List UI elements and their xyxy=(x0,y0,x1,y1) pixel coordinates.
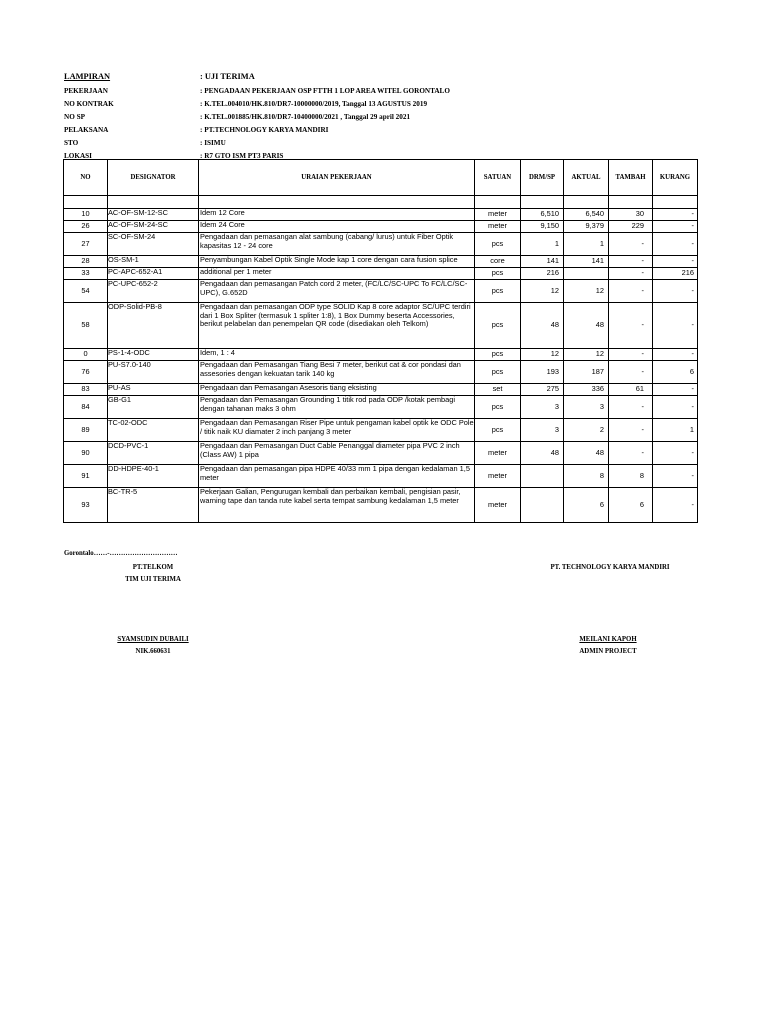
empty-cell xyxy=(521,196,564,209)
row-kurang: - xyxy=(653,349,698,361)
row-description: Penyambungan Kabel Optik Single Mode kap 1 core dengan cara fusion splice xyxy=(199,256,475,268)
table-body xyxy=(64,196,698,523)
row-designator: AC-OF-SM-24-SC xyxy=(108,221,199,233)
row-aktual: 187 xyxy=(564,361,609,384)
header-row-pekerjaan xyxy=(64,84,704,97)
work-items-table xyxy=(63,159,698,523)
row-unit: pcs xyxy=(475,303,521,349)
row-unit: pcs xyxy=(475,419,521,442)
row-description: Idem 12 Core xyxy=(199,209,475,221)
row-kurang: - xyxy=(653,303,698,349)
row-no: 93 xyxy=(64,488,108,523)
row-tambah: 8 xyxy=(609,465,653,488)
row-designator: TC-02-ODC xyxy=(108,419,199,442)
empty-cell xyxy=(64,196,108,209)
row-unit: pcs xyxy=(475,349,521,361)
row-no: 10 xyxy=(64,209,108,221)
row-no: 84 xyxy=(64,396,108,419)
contractor-org: PT. TECHNOLOGY KARYA MANDIRI xyxy=(550,564,670,571)
table-header-row xyxy=(64,160,698,196)
row-description: Pekerjaan Galian, Pengurugan kembali dan perbaikan kembali, pengisian pasir, warning tape dan tanda rute kabel serta tempat sambung kedalaman 1,5 meter xyxy=(199,488,475,523)
row-aktual: 48 xyxy=(564,442,609,465)
row-designator: PU-S7.0-140 xyxy=(108,361,199,384)
row-tambah: - xyxy=(609,280,653,303)
row-tambah: - xyxy=(609,349,653,361)
row-aktual: 141 xyxy=(564,256,609,268)
row-unit: pcs xyxy=(475,361,521,384)
empty-cell xyxy=(199,196,475,209)
header-value: : PT.TECHNOLOGY KARYA MANDIRI xyxy=(200,125,329,134)
row-drm-sp: 12 xyxy=(521,280,564,303)
row-aktual: 48 xyxy=(564,303,609,349)
row-aktual: 2 xyxy=(564,419,609,442)
table-row xyxy=(64,384,698,396)
header-row-no-sp xyxy=(64,110,704,123)
table-row xyxy=(64,233,698,256)
telkom-signatory-nik: NIK.660631 xyxy=(135,648,171,655)
header-key: NO SP xyxy=(64,112,85,121)
row-kurang: - xyxy=(653,256,698,268)
col-header-uraian: URAIAN PEKERJAAN xyxy=(199,160,475,196)
row-designator: OS-SM-1 xyxy=(108,256,199,268)
row-aktual: 336 xyxy=(564,384,609,396)
row-no: 76 xyxy=(64,361,108,384)
row-no: 90 xyxy=(64,442,108,465)
header-value: : UJI TERIMA xyxy=(200,71,255,81)
row-drm-sp: 3 xyxy=(521,419,564,442)
header-value: : PENGADAAN PEKERJAAN OSP FTTH 1 LOP AREA WITEL GORONTALO xyxy=(200,86,450,95)
row-tambah: - xyxy=(609,442,653,465)
row-description: Pengadaan dan pemasangan ODP type SOLID Kap 8 core adaptor SC/UPC terdiri dari 1 Box Spliter (termasuk 1 spliter 1:8), 1 Box Dummy beserta Accessories, berikut pelabelan dan penempelan QR code (disediakan oleh Telkom) xyxy=(199,303,475,349)
table-row xyxy=(64,488,698,523)
row-designator: PU-AS xyxy=(108,384,199,396)
table-row xyxy=(64,465,698,488)
row-kurang: - xyxy=(653,221,698,233)
row-designator: BC-TR-5 xyxy=(108,488,199,523)
row-drm-sp: 141 xyxy=(521,256,564,268)
header-key: LOKASI xyxy=(64,151,92,160)
empty-cell xyxy=(653,196,698,209)
row-drm-sp: 48 xyxy=(521,303,564,349)
row-kurang: - xyxy=(653,384,698,396)
header-row-sto xyxy=(64,136,704,149)
empty-cell xyxy=(475,196,521,209)
document-header xyxy=(64,68,704,162)
row-kurang: - xyxy=(653,396,698,419)
row-designator: GB-G1 xyxy=(108,396,199,419)
row-drm-sp: 3 xyxy=(521,396,564,419)
row-aktual xyxy=(564,268,609,280)
row-drm-sp: 193 xyxy=(521,361,564,384)
row-description: Pengadaan dan pemasangan alat sambung (cabang/ lurus) untuk Fiber Optik kapasitas 12 - 24 core xyxy=(199,233,475,256)
table-row xyxy=(64,209,698,221)
col-header-no: NO xyxy=(64,160,108,196)
row-drm-sp: 6,510 xyxy=(521,209,564,221)
row-no: 33 xyxy=(64,268,108,280)
row-kurang: 1 xyxy=(653,419,698,442)
header-value: : ISIMU xyxy=(200,138,226,147)
row-tambah: - xyxy=(609,361,653,384)
row-tambah: - xyxy=(609,303,653,349)
contractor-signatory-title: ADMIN PROJECT xyxy=(579,648,637,655)
row-description: Pengadaan dan Pemasangan Asesoris tiang eksisting xyxy=(199,384,475,396)
row-tambah: - xyxy=(609,396,653,419)
row-kurang: - xyxy=(653,442,698,465)
empty-cell xyxy=(108,196,199,209)
row-kurang: - xyxy=(653,488,698,523)
row-description: Pengadaan dan pemasangan Patch cord 2 meter, (FC/LC/SC-UPC To FC/LC/SC-UPC), G.652D xyxy=(199,280,475,303)
row-drm-sp: 9,150 xyxy=(521,221,564,233)
telkom-org: PT.TELKOM xyxy=(132,564,174,571)
row-tambah: - xyxy=(609,419,653,442)
row-kurang: - xyxy=(653,465,698,488)
row-unit: meter xyxy=(475,221,521,233)
row-aktual: 9,379 xyxy=(564,221,609,233)
row-drm-sp: 48 xyxy=(521,442,564,465)
table-spacer-row xyxy=(64,196,698,209)
row-tambah: 30 xyxy=(609,209,653,221)
row-kurang: - xyxy=(653,209,698,221)
table-row xyxy=(64,361,698,384)
row-drm-sp xyxy=(521,488,564,523)
test-team: TIM UJI TERIMA xyxy=(125,576,181,583)
table-row xyxy=(64,280,698,303)
row-unit: meter xyxy=(475,465,521,488)
telkom-signatory-name: SYAMSUDIN DUBAILI xyxy=(117,636,189,643)
row-aktual: 1 xyxy=(564,233,609,256)
row-kurang: 216 xyxy=(653,268,698,280)
row-aktual: 6,540 xyxy=(564,209,609,221)
row-tambah: 6 xyxy=(609,488,653,523)
header-value: : K.TEL.001885/HK.810/DR7-10400000/2021 , Tanggal 29 april 2021 xyxy=(200,112,411,121)
row-kurang: - xyxy=(653,280,698,303)
row-no: 83 xyxy=(64,384,108,396)
header-key: PEKERJAAN xyxy=(64,86,108,95)
row-description: Pengadaan dan Pemasangan Riser Pipe untuk pengaman kabel optik ke ODC Pole / titik naik KU diamater 2 inch panjang 3 meter xyxy=(199,419,475,442)
row-no: 26 xyxy=(64,221,108,233)
col-header-tambah: TAMBAH xyxy=(609,160,653,196)
col-header-drm-sp: DRM/SP xyxy=(521,160,564,196)
row-description: additional per 1 meter xyxy=(199,268,475,280)
row-description: Pengadaan dan Pemasangan Tiang Besi 7 meter, berikut cat & cor pondasi dan assesories dengan kekuatan tarik 140 kg xyxy=(199,361,475,384)
row-designator: PS-1-4-ODC xyxy=(108,349,199,361)
row-designator: PC-UPC-652-2 xyxy=(108,280,199,303)
row-unit: meter xyxy=(475,442,521,465)
table-row xyxy=(64,442,698,465)
row-designator: PC-APC-652-A1 xyxy=(108,268,199,280)
header-key: NO KONTRAK xyxy=(64,99,114,108)
header-key: LAMPIRAN xyxy=(64,71,111,81)
row-description: Pengadaan dan Pemasangan Duct Cable Penanggal diameter pipa PVC 2 inch (Class AW) 1 pipa xyxy=(199,442,475,465)
row-drm-sp: 216 xyxy=(521,268,564,280)
row-description: Pengadaan dan pemasangan pipa HDPE 40/33 mm 1 pipa dengan kedalaman 1,5 meter xyxy=(199,465,475,488)
row-drm-sp: 275 xyxy=(521,384,564,396)
row-unit: set xyxy=(475,384,521,396)
row-no: 27 xyxy=(64,233,108,256)
row-unit: pcs xyxy=(475,396,521,419)
row-unit: pcs xyxy=(475,280,521,303)
row-aktual: 12 xyxy=(564,349,609,361)
row-unit: meter xyxy=(475,209,521,221)
contractor-signatory-name: MEILANI KAPOH xyxy=(579,636,637,643)
row-description: Pengadaan dan Pemasangan Grounding 1 titik rod pada ODP /kotak pembagi dengan tahanan maks 3 ohm xyxy=(199,396,475,419)
header-row-lampiran xyxy=(64,68,704,84)
header-value: : K.TEL.004010/HK.810/DR7-10000000/2019, Tanggal 13 AGUSTUS 2019 xyxy=(200,99,428,108)
empty-cell xyxy=(609,196,653,209)
row-tambah: - xyxy=(609,268,653,280)
table-row xyxy=(64,268,698,280)
row-unit: pcs xyxy=(475,233,521,256)
row-kurang: - xyxy=(653,233,698,256)
row-drm-sp xyxy=(521,465,564,488)
row-aktual: 3 xyxy=(564,396,609,419)
row-no: 89 xyxy=(64,419,108,442)
row-unit: core xyxy=(475,256,521,268)
row-no: 58 xyxy=(64,303,108,349)
row-designator: DD-HDPE-40-1 xyxy=(108,465,199,488)
row-unit: pcs xyxy=(475,268,521,280)
row-unit: meter xyxy=(475,488,521,523)
table-row xyxy=(64,419,698,442)
row-no: 54 xyxy=(64,280,108,303)
row-no: 0 xyxy=(64,349,108,361)
header-row-pelaksana xyxy=(64,123,704,136)
row-aktual: 12 xyxy=(564,280,609,303)
empty-cell xyxy=(564,196,609,209)
row-drm-sp: 12 xyxy=(521,349,564,361)
header-row-no-kontrak xyxy=(64,97,704,110)
row-no: 91 xyxy=(64,465,108,488)
place-date: Gorontalo……-………………………… xyxy=(64,550,178,557)
row-aktual: 6 xyxy=(564,488,609,523)
row-tambah: - xyxy=(609,233,653,256)
row-designator: ODP-Solid-PB-8 xyxy=(108,303,199,349)
row-tambah: 61 xyxy=(609,384,653,396)
row-description: Idem, 1 : 4 xyxy=(199,349,475,361)
row-aktual: 8 xyxy=(564,465,609,488)
row-designator: DCD-PVC-1 xyxy=(108,442,199,465)
header-key: PELAKSANA xyxy=(64,125,109,134)
row-designator: AC-OF-SM-12-SC xyxy=(108,209,199,221)
col-header-kurang: KURANG xyxy=(653,160,698,196)
col-header-satuan: SATUAN xyxy=(475,160,521,196)
table-row xyxy=(64,349,698,361)
table-row xyxy=(64,221,698,233)
header-key: STO xyxy=(64,138,79,147)
header-value: : R7 GTO ISM PT3 PARIS xyxy=(200,151,284,160)
row-designator: SC-OF-SM-24 xyxy=(108,233,199,256)
table-row xyxy=(64,396,698,419)
row-tambah: 229 xyxy=(609,221,653,233)
row-no: 28 xyxy=(64,256,108,268)
col-header-aktual: AKTUAL xyxy=(564,160,609,196)
row-description: Idem 24 Core xyxy=(199,221,475,233)
table-row xyxy=(64,303,698,349)
row-kurang: 6 xyxy=(653,361,698,384)
row-drm-sp: 1 xyxy=(521,233,564,256)
table-row xyxy=(64,256,698,268)
col-header-designator: DESIGNATOR xyxy=(108,160,199,196)
row-tambah: - xyxy=(609,256,653,268)
